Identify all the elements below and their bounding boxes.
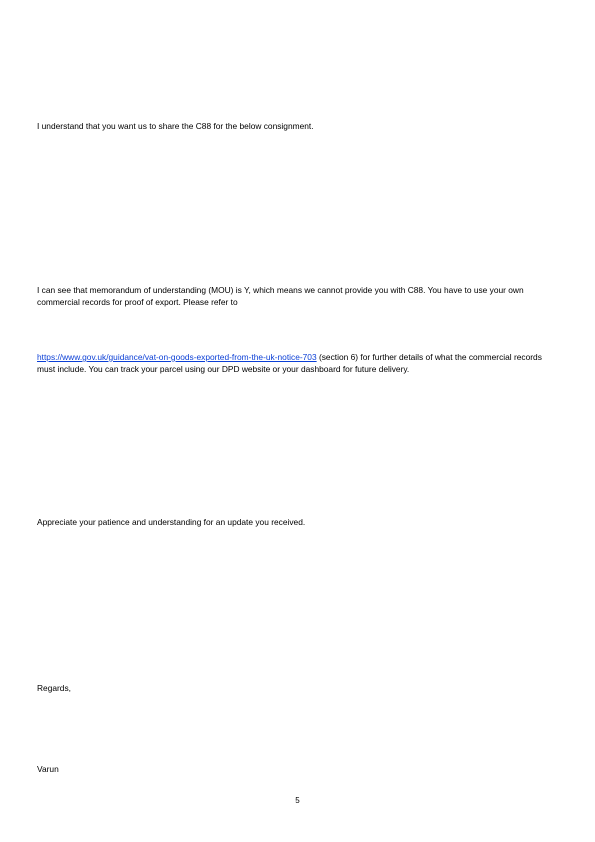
gov-guidance-link[interactable]: https://www.gov.uk/guidance/vat-on-goods-exported-from-the-uk-notice-703 (37, 352, 317, 362)
reference-paragraph-text: (section 6) for further details of what the commercial records must include. You can track your parcel using our DPD website or your dashboard for future delivery. (37, 352, 542, 374)
signature-name: Varun (37, 764, 59, 774)
intro-paragraph: I understand that you want us to share the C88 for the below consignment. (37, 121, 314, 131)
appreciation-paragraph: Appreciate your patience and understanding for an update you received. (37, 517, 306, 527)
page-number: 5 (295, 796, 300, 805)
closing-salutation: Regards, (37, 683, 71, 693)
mou-paragraph: I can see that memorandum of understanding (MOU) is Y, which means we cannot provide you with C88. You have to use your own commercial records for proof of export. Please refer to (37, 285, 524, 307)
reference-paragraph (37, 352, 562, 375)
